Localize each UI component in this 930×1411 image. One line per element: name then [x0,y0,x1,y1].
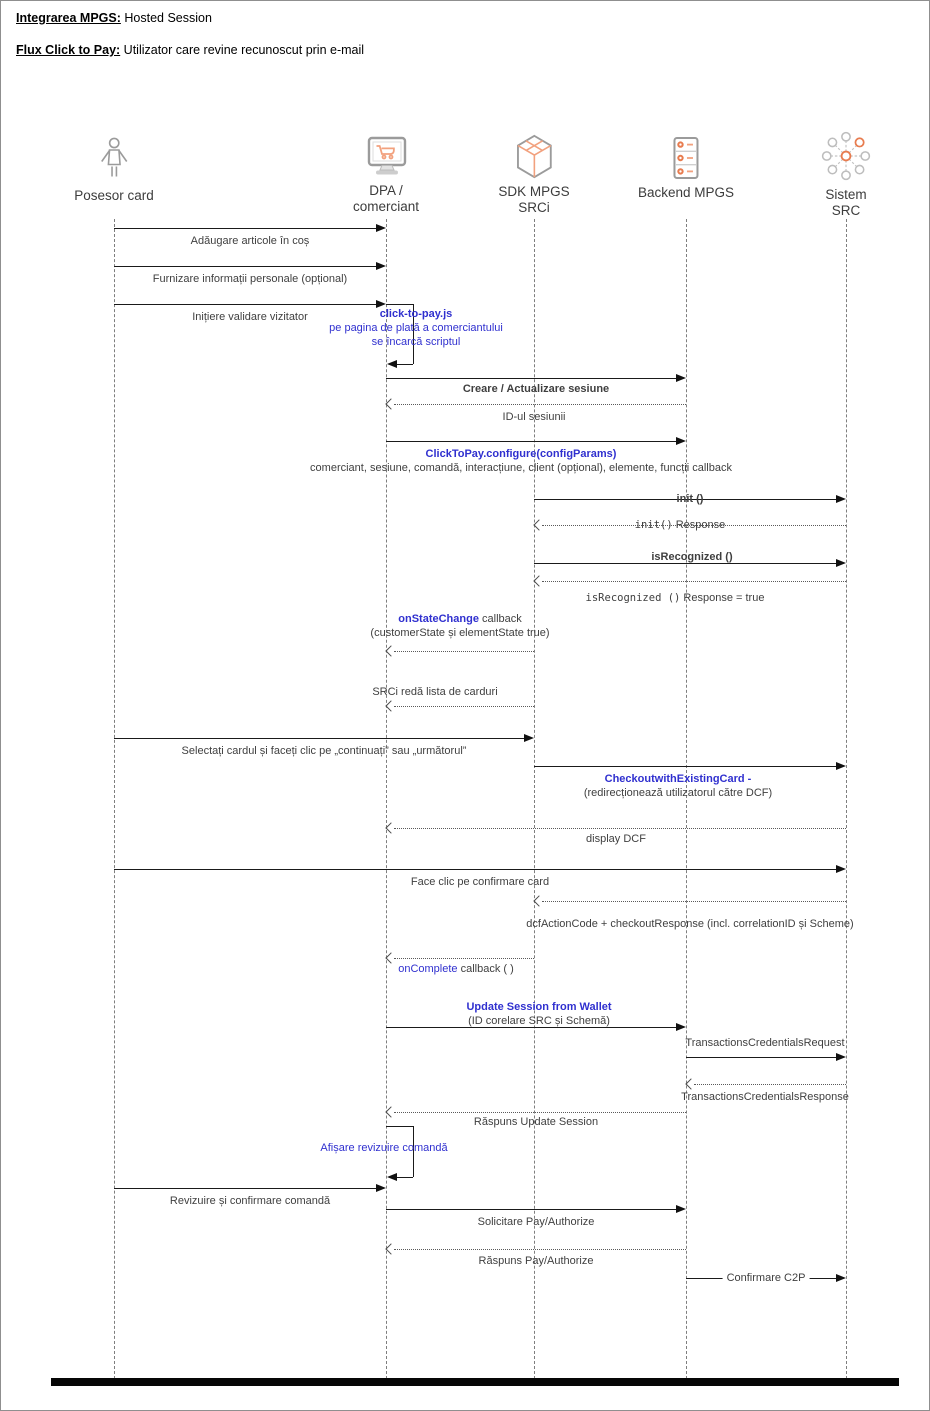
message-label: Face clic pe confirmare card [410,876,550,888]
message-return-arrowhead [385,700,396,711]
message-arrowhead [376,262,386,270]
actor-label: SDK MPGS SRCi [498,184,570,215]
message-line [394,828,846,829]
message-arrowhead [376,224,386,232]
message-line [386,441,677,442]
message-label: display DCF [586,833,646,845]
message-line [114,738,525,739]
message-label: dcfActionCode + checkoutResponse (incl. correlationID și Scheme) [526,918,854,930]
actor-cardholder [74,137,154,204]
message-line [394,404,686,405]
message-label: Revizuire și confirmare comandă [169,1195,331,1207]
actor-dpa-merchant [353,136,419,214]
message-label: Furnizare informații personale (opțional) [152,273,348,285]
message-arrowhead [676,1205,686,1213]
title-label: Integrarea MPGS: [16,11,121,25]
message-return-arrowhead [533,895,544,906]
server-list-icon [668,136,704,180]
message-line [114,1188,377,1189]
actor-label: Backend MPGS [637,185,735,200]
message-line [394,706,534,707]
message-label: Update Session from Wallet (ID corelare SRC și Schemă) [466,1001,612,1027]
message-return-arrowhead [385,1243,396,1254]
message-label: click-to-pay.js pe pagina de plată a comerciantului se încarcă scriptul [329,308,503,348]
message-label: SRCi redă lista de carduri [372,686,498,698]
lifeline-dpa [386,219,387,1379]
message-label: CheckoutwithExistingCard - (redirecționează utilizatorul către DCF) [583,773,773,799]
lifeline-cardholder [114,219,115,1379]
message-line [114,266,377,267]
bottom-bar [51,1378,899,1386]
message-arrowhead [836,559,846,567]
message-return-arrowhead [533,575,544,586]
message-line [686,1057,837,1058]
message-label: Adăugare articole în coș [190,235,310,247]
message-label: TransactionsCredentialsRequest [685,1037,845,1049]
message-arrowhead [836,762,846,770]
message-label: Selectați cardul și faceți clic pe „continuați” sau „următorul” [181,745,467,757]
message-return-arrowhead [385,398,396,409]
message-label: Răspuns Pay/Authorize [478,1255,594,1267]
message-line [394,1249,686,1250]
message-arrowhead [676,1023,686,1031]
self-loop-line [396,364,413,365]
self-loop-line [386,1126,413,1127]
message-label: TransactionsCredentialsResponse [681,1091,849,1103]
message-line [114,304,377,305]
self-loop-line [396,1177,413,1178]
message-arrowhead [524,734,534,742]
message-line [114,228,377,229]
message-label: Afișare revizuire comandă [320,1142,448,1154]
message-arrowhead [676,437,686,445]
message-label: onStateChange callback (customerState și elementState true) [370,613,550,639]
actor-label: DPA / comerciant [352,183,420,214]
message-line [114,869,837,870]
message-label: Creare / Actualizare sesiune [462,383,610,395]
message-line [542,901,846,902]
message-line [394,958,534,959]
message-label: Confirmare C2P [723,1271,810,1285]
message-return-arrowhead [385,952,396,963]
message-line [386,378,677,379]
message-arrowhead [836,1053,846,1061]
message-arrowhead [676,374,686,382]
message-return-arrowhead [385,645,396,656]
self-loop-arrowhead [387,360,397,368]
person-icon [97,137,131,183]
message-return-arrowhead [685,1078,696,1089]
message-line [394,1112,686,1113]
message-line [534,766,837,767]
message-arrowhead [376,1184,386,1192]
actor-sdk-srci [498,134,569,215]
message-line [694,1084,846,1085]
lifeline-src [846,219,847,1379]
monitor-cart-icon [360,136,412,178]
message-label: ClickToPay.configure(configParams) comerciant, sesiune, comandă, interacțiune, client (opțional), elemente, funcții callback [310,448,732,474]
sequence-diagram [1,1,929,1410]
actor-label: Sistem SRC [825,187,867,218]
package-icon [511,134,557,179]
subtitle-label: Flux Click to Pay: [16,43,121,57]
actor-src-system [820,130,872,218]
message-arrowhead [836,1274,846,1282]
message-return-arrowhead [533,519,544,530]
message-line [394,651,534,652]
message-label: Inițiere validare vizitator [192,311,308,323]
network-icon [820,130,872,182]
message-label: isRecognized () [651,551,733,563]
message-label: Solicitare Pay/Authorize [477,1216,595,1228]
message-line [542,581,846,582]
actor-backend-mpgs [638,136,734,201]
self-loop-line [386,304,413,305]
message-label: onComplete callback ( ) [398,963,514,975]
message-label: isRecognized () Response = true [585,592,765,604]
subtitle-value: Utilizator care revine recunoscut prin e-mail [120,43,365,57]
message-return-arrowhead [385,822,396,833]
message-label: init() Response [634,519,726,531]
title-value: Hosted Session [120,11,212,25]
message-return-arrowhead [385,1106,396,1117]
message-arrowhead [836,865,846,873]
message-label: init () [676,493,704,505]
message-arrowhead [836,495,846,503]
message-label: Răspuns Update Session [473,1116,599,1128]
actor-label: Posesor card [74,188,154,203]
message-label: ID-ul sesiunii [502,411,566,423]
self-loop-arrowhead [387,1173,397,1181]
message-line [386,1209,677,1210]
